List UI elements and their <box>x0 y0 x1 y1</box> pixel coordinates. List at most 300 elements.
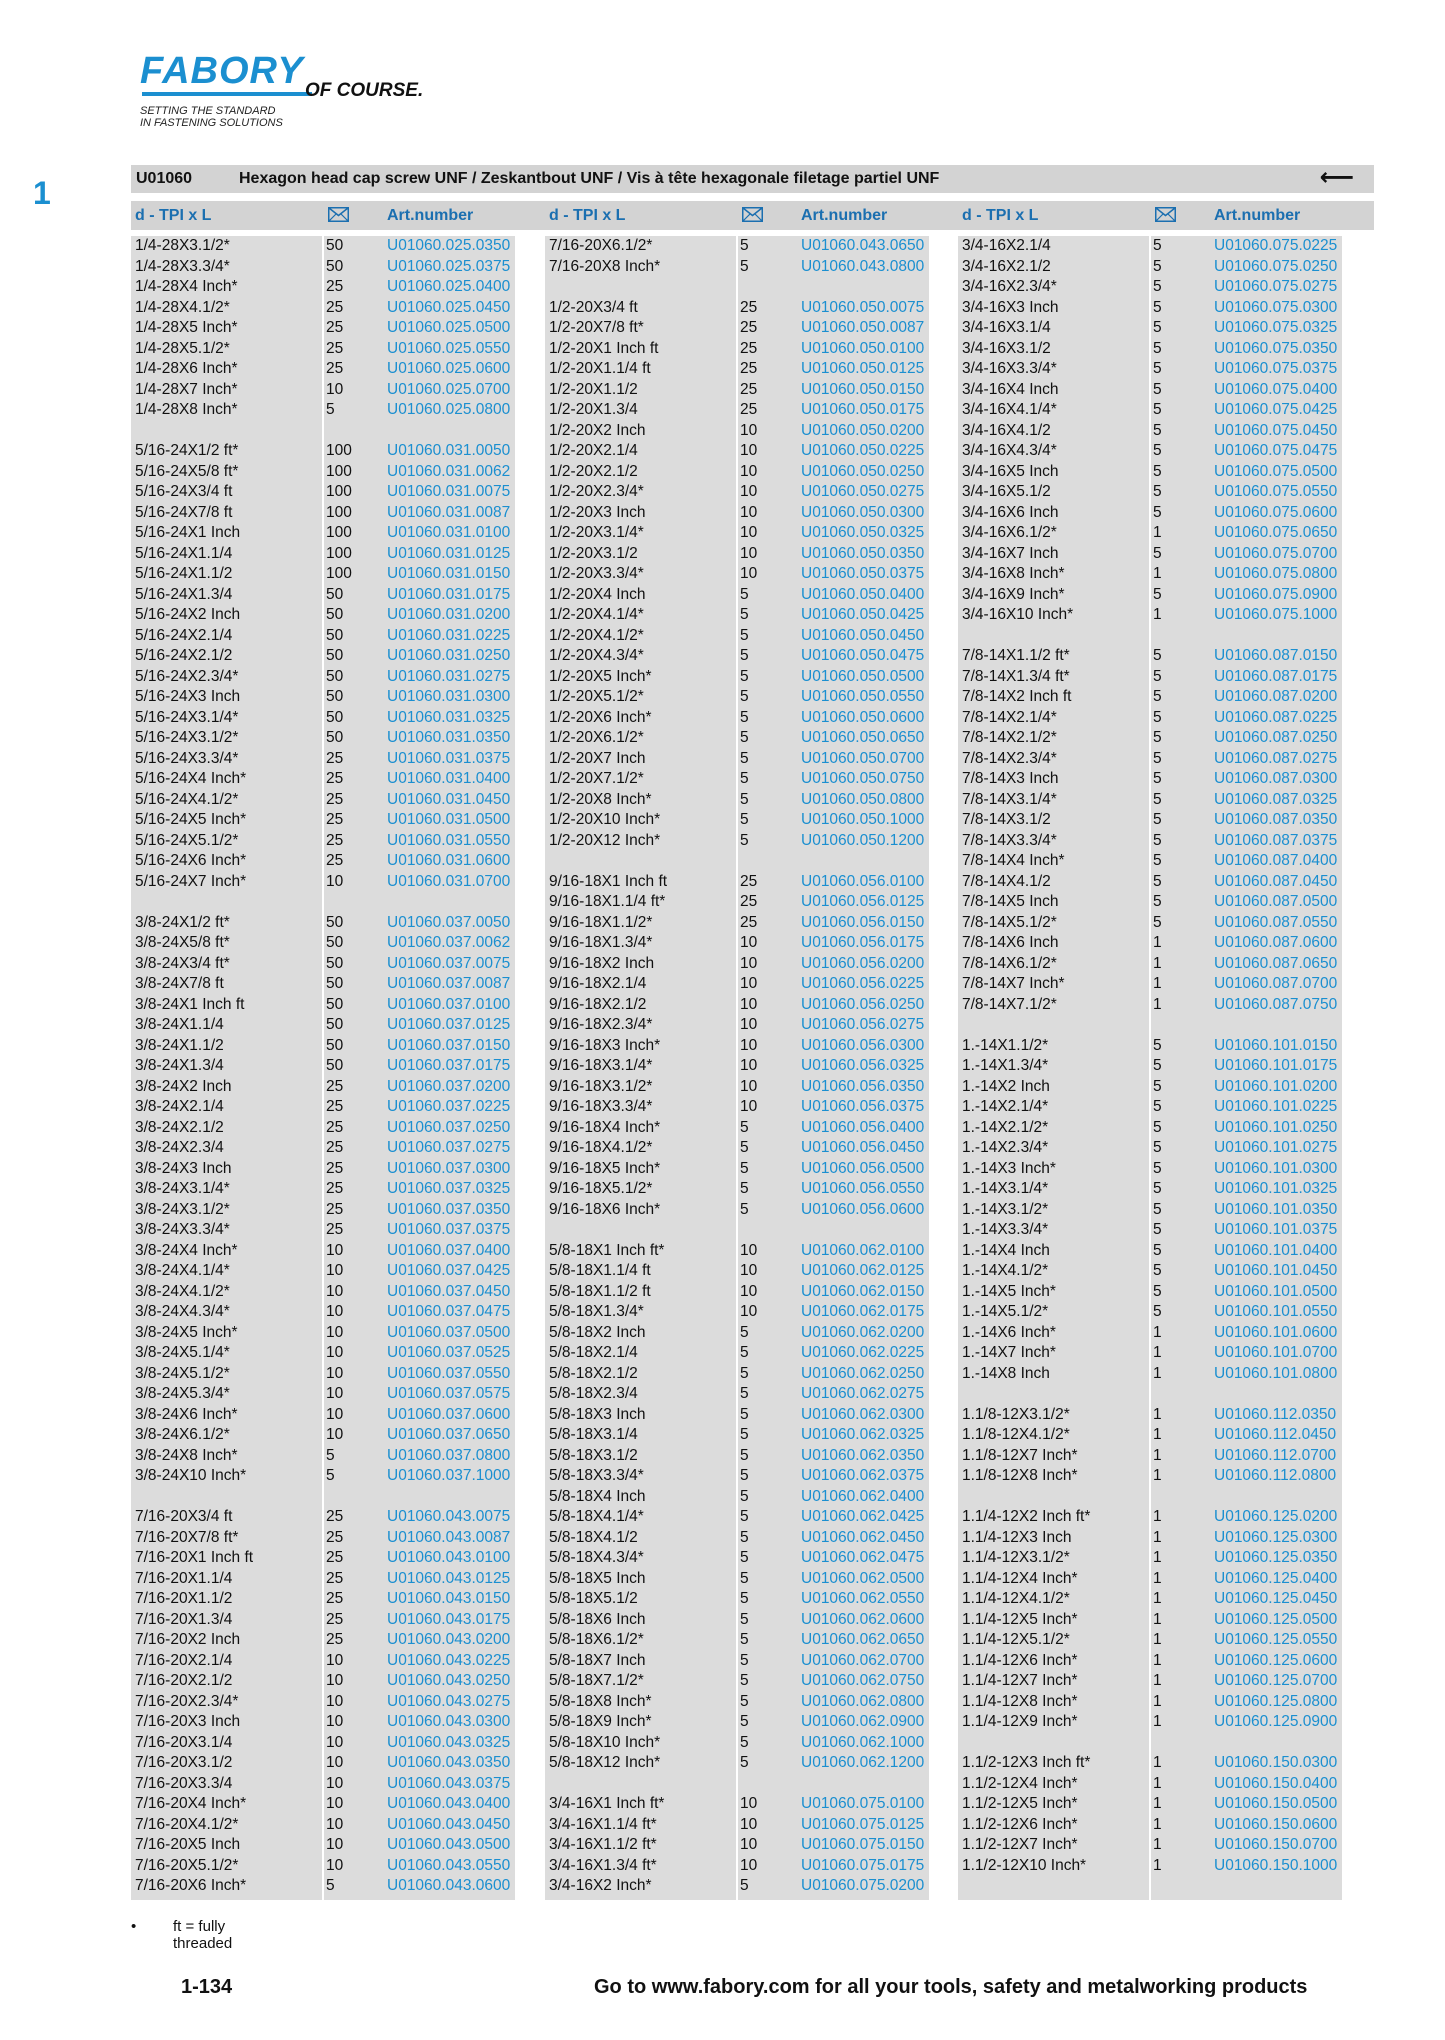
cell-art-number[interactable]: U01060.075.0700 <box>1214 544 1338 562</box>
cell-dimension: 1/2-20X1.3/4 <box>549 401 638 418</box>
cell-art-number[interactable]: U01060.062.0700 <box>801 1651 925 1669</box>
cell-art-number[interactable]: U01060.101.0500 <box>1214 1282 1338 1300</box>
cell-art-number[interactable]: U01060.037.0350 <box>387 1200 511 1218</box>
cell-art-number[interactable]: U01060.101.0175 <box>1214 1057 1338 1074</box>
cell-art-number[interactable]: U01060.087.0150 <box>1214 647 1338 664</box>
cell-art-number[interactable]: U01060.025.0500 <box>387 319 511 336</box>
cell-art-number[interactable]: U01060.062.0250 <box>801 1364 925 1382</box>
table-row <box>545 626 950 647</box>
cell-art-number[interactable]: U01060.101.0225 <box>1214 1098 1338 1115</box>
cell-art-number[interactable]: U01060.125.0500 <box>1214 1610 1338 1628</box>
cell-art-number[interactable]: U01060.043.0500 <box>387 1836 511 1853</box>
cell-art-number[interactable]: U01060.050.0150 <box>801 380 925 398</box>
cell-art-number[interactable]: U01060.037.0650 <box>387 1426 511 1443</box>
cell-quantity: 1 <box>1153 1467 1162 1484</box>
cell-art-number[interactable]: U01060.025.0600 <box>387 360 511 377</box>
cell-art-number[interactable]: U01060.031.0300 <box>387 688 511 705</box>
cell-art-number[interactable]: U01060.037.0500 <box>387 1323 511 1341</box>
cell-art-number[interactable]: U01060.043.0275 <box>387 1692 511 1710</box>
cell-art-number[interactable]: U01060.031.0225 <box>387 626 511 644</box>
cell-art-number[interactable]: U01060.062.0800 <box>801 1692 925 1710</box>
cell-art-number[interactable]: U01060.050.0650 <box>801 729 925 746</box>
cell-art-number[interactable]: U01060.075.0150 <box>801 1836 925 1853</box>
cell-art-number[interactable]: U01060.050.0750 <box>801 770 925 787</box>
cell-art-number[interactable]: U01060.150.0300 <box>1214 1754 1338 1771</box>
cell-art-number[interactable]: U01060.087.0300 <box>1214 770 1338 787</box>
cell-dimension: 1.1/2-12X6 Inch* <box>962 1815 1078 1833</box>
cell-art-number[interactable]: U01060.031.0550 <box>387 831 511 849</box>
cell-dimension: 1.-14X6 Inch* <box>962 1323 1056 1341</box>
cell-art-number[interactable]: U01060.062.0275 <box>801 1385 925 1402</box>
table-row <box>131 749 536 770</box>
cell-art-number[interactable]: U01060.125.0400 <box>1214 1569 1338 1587</box>
cell-art-number[interactable]: U01060.075.0100 <box>801 1795 925 1812</box>
cell-art-number[interactable]: U01060.050.0500 <box>801 667 925 685</box>
cell-art-number[interactable]: U01060.050.0250 <box>801 462 925 480</box>
cell-art-number[interactable]: U01060.087.0450 <box>1214 872 1338 890</box>
cell-art-number[interactable]: U01060.037.0550 <box>387 1364 511 1382</box>
cell-quantity: 5 <box>740 257 749 275</box>
cell-art-number[interactable]: U01060.031.0350 <box>387 729 511 746</box>
cell-dimension: 7/8-14X4 Inch* <box>962 852 1065 869</box>
cell-quantity: 10 <box>740 1815 758 1833</box>
cell-art-number[interactable]: U01060.075.0500 <box>1214 462 1338 480</box>
cell-art-number[interactable]: U01060.037.0450 <box>387 1282 511 1300</box>
cell-dimension: 1/4-28X3.3/4* <box>135 257 230 275</box>
cell-art-number[interactable]: U01060.056.0500 <box>801 1159 925 1177</box>
cell-art-number[interactable]: U01060.062.0450 <box>801 1528 925 1546</box>
cell-art-number[interactable]: U01060.056.0125 <box>801 893 925 910</box>
cell-art-number[interactable]: U01060.075.0475 <box>1214 442 1338 459</box>
cell-art-number[interactable]: U01060.062.0375 <box>801 1467 925 1484</box>
cell-art-number[interactable]: U01060.062.0900 <box>801 1713 925 1730</box>
cell-art-number[interactable]: U01060.031.0400 <box>387 770 511 787</box>
table-row <box>131 933 536 954</box>
cell-quantity: 25 <box>326 339 344 357</box>
cell-art-number[interactable]: U01060.025.0700 <box>387 380 511 398</box>
cell-art-number[interactable]: U01060.062.0100 <box>801 1241 925 1259</box>
cell-art-number[interactable]: U01060.075.0225 <box>1214 237 1338 254</box>
cell-art-number[interactable]: U01060.101.0600 <box>1214 1323 1338 1341</box>
cell-art-number[interactable]: U01060.050.1200 <box>801 831 925 849</box>
cell-art-number[interactable]: U01060.101.0800 <box>1214 1364 1338 1382</box>
cell-art-number[interactable]: U01060.075.0650 <box>1214 524 1338 541</box>
cell-art-number[interactable]: U01060.101.0450 <box>1214 1262 1338 1279</box>
cell-art-number[interactable]: U01060.043.0200 <box>387 1631 511 1648</box>
cell-art-number[interactable]: U01060.101.0150 <box>1214 1036 1338 1054</box>
cell-art-number[interactable]: U01060.025.0550 <box>387 339 511 357</box>
table-row <box>545 298 950 319</box>
cell-art-number[interactable]: U01060.037.0300 <box>387 1159 511 1177</box>
cell-art-number[interactable]: U01060.101.0350 <box>1214 1200 1338 1218</box>
cell-art-number[interactable]: U01060.062.0175 <box>801 1303 925 1320</box>
cell-art-number[interactable]: U01060.056.0350 <box>801 1077 925 1095</box>
cell-art-number[interactable]: U01060.087.0350 <box>1214 811 1338 828</box>
cell-art-number[interactable]: U01060.056.0225 <box>801 975 925 992</box>
cell-art-number[interactable]: U01060.056.0375 <box>801 1098 925 1115</box>
cell-art-number[interactable]: U01060.031.0150 <box>387 565 511 582</box>
cell-art-number[interactable]: U01060.125.0200 <box>1214 1508 1338 1525</box>
cell-dimension: 3/8-24X6.1/2* <box>135 1426 230 1443</box>
cell-art-number[interactable]: U01060.101.0700 <box>1214 1344 1338 1361</box>
cell-art-number[interactable]: U01060.043.0225 <box>387 1651 511 1669</box>
cell-art-number[interactable]: U01060.150.0700 <box>1214 1836 1338 1853</box>
cell-art-number[interactable]: U01060.050.0400 <box>801 585 925 603</box>
cell-art-number[interactable]: U01060.075.0300 <box>1214 298 1338 316</box>
cell-quantity: 5 <box>740 1405 749 1423</box>
cell-art-number[interactable]: U01060.087.0550 <box>1214 913 1338 931</box>
cell-art-number[interactable]: U01060.087.0700 <box>1214 975 1338 992</box>
cell-art-number[interactable]: U01060.112.0800 <box>1214 1467 1337 1484</box>
cell-art-number[interactable]: U01060.125.0300 <box>1214 1528 1338 1546</box>
table-row <box>545 1138 950 1159</box>
cell-art-number[interactable]: U01060.037.0050 <box>387 913 511 931</box>
cell-art-number[interactable]: U01060.043.0125 <box>387 1569 511 1587</box>
cell-dimension: 5/8-18X2.1/4 <box>549 1344 638 1361</box>
cell-art-number[interactable]: U01060.075.0425 <box>1214 401 1338 418</box>
cell-art-number[interactable]: U01060.062.0475 <box>801 1549 925 1566</box>
cell-art-number[interactable]: U01060.031.0600 <box>387 852 511 869</box>
cell-art-number[interactable]: U01060.037.0400 <box>387 1241 511 1259</box>
table-row <box>958 851 1363 872</box>
cell-art-number[interactable]: U01060.050.1000 <box>801 811 925 828</box>
cell-art-number[interactable]: U01060.075.1000 <box>1214 606 1338 623</box>
cell-art-number[interactable]: U01060.043.0075 <box>387 1508 511 1525</box>
cell-art-number[interactable]: U01060.062.0200 <box>801 1323 925 1341</box>
cell-art-number[interactable]: U01060.037.0575 <box>387 1385 511 1402</box>
cell-art-number[interactable]: U01060.050.0450 <box>801 626 925 644</box>
cell-art-number[interactable]: U01060.150.1000 <box>1214 1856 1338 1874</box>
cell-art-number[interactable]: U01060.043.0325 <box>387 1733 511 1751</box>
cell-quantity: 10 <box>326 1651 344 1669</box>
cell-art-number[interactable]: U01060.075.0250 <box>1214 257 1338 275</box>
cell-art-number[interactable]: U01060.075.0125 <box>801 1815 925 1833</box>
cell-art-number[interactable]: U01060.062.0600 <box>801 1610 925 1628</box>
cell-art-number[interactable]: U01060.056.0300 <box>801 1036 925 1054</box>
cell-art-number[interactable]: U01060.125.0900 <box>1214 1713 1338 1730</box>
cell-art-number[interactable]: U01060.075.0275 <box>1214 278 1338 295</box>
cell-art-number[interactable]: U01060.087.0600 <box>1214 934 1338 951</box>
cell-art-number[interactable]: U01060.056.0600 <box>801 1200 925 1218</box>
cell-dimension: 3/8-24X3/4 ft* <box>135 954 230 972</box>
cell-art-number[interactable]: U01060.075.0800 <box>1214 565 1338 582</box>
cell-art-number[interactable]: U01060.050.0100 <box>801 339 925 357</box>
table-row <box>958 646 1363 667</box>
cell-art-number[interactable]: U01060.031.0125 <box>387 544 511 562</box>
cell-art-number[interactable]: U01060.025.0350 <box>387 237 511 254</box>
cell-art-number[interactable]: U01060.101.0325 <box>1214 1180 1338 1197</box>
cell-art-number[interactable]: U01060.150.0400 <box>1214 1774 1338 1792</box>
cell-quantity: 10 <box>326 1733 344 1751</box>
cell-art-number[interactable]: U01060.101.0550 <box>1214 1303 1338 1320</box>
cell-art-number[interactable]: U01060.075.0375 <box>1214 360 1338 377</box>
cell-art-number[interactable]: U01060.075.0900 <box>1214 585 1338 603</box>
cell-art-number[interactable]: U01060.043.0600 <box>387 1877 511 1894</box>
cell-dimension: 5/8-18X3.1/2 <box>549 1446 638 1464</box>
cell-art-number[interactable]: U01060.037.0525 <box>387 1344 511 1361</box>
cell-art-number[interactable]: U01060.043.0150 <box>387 1590 511 1607</box>
table-row <box>545 1630 950 1651</box>
cell-art-number[interactable]: U01060.050.0425 <box>801 606 925 623</box>
cell-art-number[interactable]: U01060.050.0800 <box>801 790 925 808</box>
cell-art-number[interactable]: U01060.043.0350 <box>387 1754 511 1771</box>
cell-art-number[interactable]: U01060.087.0250 <box>1214 729 1338 746</box>
cell-dimension: 5/16-24X5 Inch* <box>135 811 247 828</box>
cell-art-number[interactable]: U01060.087.0400 <box>1214 852 1338 869</box>
cell-art-number[interactable]: U01060.025.0800 <box>387 401 511 418</box>
cell-art-number[interactable]: U01060.062.0325 <box>801 1426 925 1443</box>
cell-art-number[interactable]: U01060.050.0075 <box>801 298 925 316</box>
cell-art-number[interactable]: U01060.031.0075 <box>387 483 511 500</box>
cell-art-number[interactable]: U01060.025.0450 <box>387 298 511 316</box>
cell-art-number[interactable]: U01060.037.0062 <box>387 934 511 951</box>
cell-art-number[interactable]: U01060.043.0650 <box>801 237 925 254</box>
cell-art-number[interactable]: U01060.056.0150 <box>801 913 925 931</box>
cell-art-number[interactable]: U01060.050.0375 <box>801 565 925 582</box>
table-row <box>545 1610 950 1631</box>
cell-art-number[interactable]: U01060.043.0450 <box>387 1815 511 1833</box>
cell-art-number[interactable]: U01060.125.0700 <box>1214 1672 1338 1689</box>
cell-quantity: 5 <box>1153 401 1162 418</box>
cell-art-number[interactable]: U01060.031.0375 <box>387 749 511 767</box>
cell-art-number[interactable]: U01060.125.0800 <box>1214 1692 1338 1710</box>
cell-quantity: 25 <box>326 1590 344 1607</box>
cell-dimension: 7/16-20X8 Inch* <box>549 257 661 275</box>
cell-art-number[interactable]: U01060.087.0225 <box>1214 708 1338 726</box>
cell-art-number[interactable]: U01060.062.0400 <box>801 1487 925 1505</box>
cell-art-number[interactable]: U01060.050.0550 <box>801 688 925 705</box>
cell-art-number[interactable]: U01060.050.0125 <box>801 360 925 377</box>
cell-art-number[interactable]: U01060.062.1200 <box>801 1754 925 1771</box>
cell-art-number[interactable]: U01060.075.0175 <box>801 1856 925 1874</box>
cell-art-number[interactable]: U01060.062.0350 <box>801 1446 925 1464</box>
cell-art-number[interactable]: U01060.062.0550 <box>801 1590 925 1607</box>
table-row <box>958 236 1363 257</box>
cell-art-number[interactable]: U01060.056.0100 <box>801 872 925 890</box>
cell-art-number[interactable]: U01060.087.0175 <box>1214 667 1338 685</box>
cell-dimension: 9/16-18X1 Inch ft <box>549 872 668 890</box>
cell-art-number[interactable]: U01060.087.0200 <box>1214 688 1338 705</box>
cell-art-number[interactable]: U01060.087.0275 <box>1214 749 1338 767</box>
cell-art-number[interactable]: U01060.037.0600 <box>387 1405 511 1423</box>
cell-art-number[interactable]: U01060.087.0375 <box>1214 831 1338 849</box>
cell-quantity: 5 <box>740 708 749 726</box>
cell-art-number[interactable]: U01060.112.0350 <box>1214 1405 1337 1423</box>
cell-dimension: 1.1/4-12X4 Inch* <box>962 1569 1078 1587</box>
cell-art-number[interactable]: U01060.050.0225 <box>801 442 925 459</box>
cell-art-number[interactable]: U01060.043.0800 <box>801 257 925 275</box>
cell-quantity: 10 <box>740 975 758 992</box>
cell-art-number[interactable]: U01060.062.0150 <box>801 1282 925 1300</box>
cell-art-number[interactable]: U01060.037.1000 <box>387 1467 511 1484</box>
cell-quantity: 10 <box>326 1856 344 1874</box>
cell-art-number[interactable]: U01060.087.0650 <box>1214 954 1338 972</box>
cell-art-number[interactable]: U01060.075.0400 <box>1214 380 1338 398</box>
cell-art-number[interactable]: U01060.062.0425 <box>801 1508 925 1525</box>
cell-art-number[interactable]: U01060.050.0475 <box>801 647 925 664</box>
table-row <box>958 1446 1363 1467</box>
cell-art-number[interactable]: U01060.037.0800 <box>387 1446 511 1464</box>
cell-art-number[interactable]: U01060.125.0600 <box>1214 1651 1338 1669</box>
cell-art-number[interactable]: U01060.050.0175 <box>801 401 925 418</box>
back-arrow-icon[interactable]: ⟵ <box>1319 164 1354 191</box>
table-row <box>958 1036 1363 1057</box>
table-row <box>958 995 1363 1016</box>
header-dimension: d - TPI x L <box>549 207 626 224</box>
cell-art-number[interactable]: U01060.075.0200 <box>801 1877 925 1894</box>
cell-art-number[interactable]: U01060.050.0087 <box>801 319 925 336</box>
cell-art-number[interactable]: U01060.037.0325 <box>387 1180 511 1197</box>
cell-art-number[interactable]: U01060.037.0125 <box>387 1016 511 1033</box>
cell-art-number[interactable]: U01060.101.0250 <box>1214 1118 1338 1136</box>
cell-art-number[interactable]: U01060.031.0700 <box>387 872 511 890</box>
table-row <box>131 1548 536 1569</box>
cell-dimension: 3/8-24X5 Inch* <box>135 1323 238 1341</box>
cell-art-number[interactable]: U01060.101.0275 <box>1214 1139 1338 1156</box>
cell-art-number[interactable]: U01060.150.0500 <box>1214 1795 1338 1812</box>
cell-art-number[interactable]: U01060.037.0100 <box>387 995 511 1013</box>
cell-art-number[interactable]: U01060.056.0175 <box>801 934 925 951</box>
cell-art-number[interactable]: U01060.075.0550 <box>1214 483 1338 500</box>
cell-art-number[interactable]: U01060.056.0400 <box>801 1118 925 1136</box>
cell-art-number[interactable]: U01060.031.0050 <box>387 442 511 459</box>
cell-dimension: 1/2-20X1.1/2 <box>549 380 638 398</box>
cell-quantity: 5 <box>740 688 749 705</box>
cell-art-number[interactable]: U01060.031.0100 <box>387 524 511 541</box>
cell-art-number[interactable]: U01060.037.0250 <box>387 1118 511 1136</box>
cell-art-number[interactable]: U01060.037.0087 <box>387 975 511 992</box>
cell-art-number[interactable]: U01060.050.0275 <box>801 483 925 500</box>
cell-art-number[interactable]: U01060.101.0400 <box>1214 1241 1338 1259</box>
cell-art-number[interactable]: U01060.050.0325 <box>801 524 925 541</box>
cell-art-number[interactable]: U01060.112.0450 <box>1214 1426 1337 1443</box>
cell-quantity: 5 <box>1153 647 1162 664</box>
cell-art-number[interactable]: U01060.101.0300 <box>1214 1159 1338 1177</box>
cell-art-number[interactable]: U01060.043.0087 <box>387 1528 511 1546</box>
cell-art-number[interactable]: U01060.031.0450 <box>387 790 511 808</box>
cell-art-number[interactable]: U01060.043.0375 <box>387 1774 511 1792</box>
cell-art-number[interactable]: U01060.037.0425 <box>387 1262 511 1279</box>
cell-art-number[interactable]: U01060.056.0550 <box>801 1180 925 1197</box>
cell-art-number[interactable]: U01060.101.0200 <box>1214 1077 1338 1095</box>
cell-art-number[interactable]: U01060.112.0700 <box>1214 1446 1337 1464</box>
cell-art-number[interactable]: U01060.125.0350 <box>1214 1549 1338 1566</box>
cell-art-number[interactable]: U01060.101.0375 <box>1214 1221 1338 1238</box>
cell-art-number[interactable]: U01060.056.0250 <box>801 995 925 1013</box>
cell-art-number[interactable]: U01060.062.0750 <box>801 1672 925 1689</box>
cell-art-number[interactable]: U01060.050.0200 <box>801 421 925 439</box>
cell-art-number[interactable]: U01060.062.0300 <box>801 1405 925 1423</box>
cell-art-number[interactable]: U01060.062.0125 <box>801 1262 925 1279</box>
cell-art-number[interactable]: U01060.056.0450 <box>801 1139 925 1156</box>
cell-art-number[interactable]: U01060.031.0325 <box>387 708 511 726</box>
table-row <box>545 1425 950 1446</box>
cell-quantity: 5 <box>740 1549 749 1566</box>
cell-art-number[interactable]: U01060.037.0225 <box>387 1098 511 1115</box>
cell-art-number[interactable]: U01060.087.0500 <box>1214 893 1338 910</box>
table-row <box>958 585 1363 606</box>
cell-dimension: 5/16-24X2.3/4* <box>135 667 239 685</box>
cell-art-number[interactable]: U01060.150.0600 <box>1214 1815 1338 1833</box>
cell-quantity: 10 <box>326 1426 344 1443</box>
cell-quantity: 10 <box>740 1241 758 1259</box>
cell-art-number[interactable]: U01060.031.0500 <box>387 811 511 828</box>
table-row <box>545 359 950 380</box>
cell-art-number[interactable]: U01060.056.0200 <box>801 954 925 972</box>
cell-art-number[interactable]: U01060.037.0075 <box>387 954 511 972</box>
cell-art-number[interactable]: U01060.062.0225 <box>801 1344 925 1361</box>
cell-art-number[interactable]: U01060.087.0325 <box>1214 790 1338 808</box>
cell-dimension: 1/4-28X6 Inch* <box>135 360 238 377</box>
cell-art-number[interactable]: U01060.050.0350 <box>801 544 925 562</box>
table-row <box>958 1651 1363 1672</box>
cell-art-number[interactable]: U01060.037.0375 <box>387 1221 511 1238</box>
cell-art-number[interactable]: U01060.075.0325 <box>1214 319 1338 336</box>
cell-art-number[interactable]: U01060.031.0175 <box>387 585 511 603</box>
cell-quantity: 10 <box>326 1405 344 1423</box>
cell-quantity: 10 <box>740 1077 758 1095</box>
cell-art-number[interactable]: U01060.037.0200 <box>387 1077 511 1095</box>
cell-art-number[interactable]: U01060.043.0175 <box>387 1610 511 1628</box>
cell-art-number[interactable]: U01060.050.0700 <box>801 749 925 767</box>
cell-quantity: 5 <box>1153 770 1162 787</box>
cell-art-number[interactable]: U01060.062.0650 <box>801 1631 925 1648</box>
cell-art-number[interactable]: U01060.125.0450 <box>1214 1590 1338 1607</box>
cell-art-number[interactable]: U01060.056.0275 <box>801 1016 925 1033</box>
cell-art-number[interactable]: U01060.062.0500 <box>801 1569 925 1587</box>
cell-dimension: 5/8-18X5.1/2 <box>549 1590 638 1607</box>
cell-dimension: 9/16-18X3.1/4* <box>549 1057 653 1074</box>
cell-art-number[interactable]: U01060.031.0275 <box>387 667 511 685</box>
cell-art-number[interactable]: U01060.037.0175 <box>387 1057 511 1074</box>
table-row <box>958 1179 1363 1200</box>
cell-art-number[interactable]: U01060.075.0450 <box>1214 421 1338 439</box>
cell-quantity: 5 <box>740 1754 749 1771</box>
cell-art-number[interactable]: U01060.043.0400 <box>387 1795 511 1812</box>
cell-quantity: 1 <box>1153 1815 1162 1833</box>
cell-art-number[interactable]: U01060.075.0600 <box>1214 503 1338 521</box>
cell-art-number[interactable]: U01060.025.0375 <box>387 257 511 275</box>
cell-art-number[interactable]: U01060.125.0550 <box>1214 1631 1338 1648</box>
cell-art-number[interactable]: U01060.037.0150 <box>387 1036 511 1054</box>
cell-art-number[interactable]: U01060.025.0400 <box>387 278 511 295</box>
table-row <box>545 667 950 688</box>
cell-art-number[interactable]: U01060.043.0300 <box>387 1713 511 1730</box>
cell-art-number[interactable]: U01060.037.0475 <box>387 1303 511 1320</box>
cell-art-number[interactable]: U01060.031.0062 <box>387 462 511 480</box>
cell-art-number[interactable]: U01060.062.1000 <box>801 1733 925 1751</box>
cell-dimension: 5/8-18X3 Inch <box>549 1405 646 1423</box>
cell-art-number[interactable]: U01060.031.0087 <box>387 503 511 521</box>
cell-art-number[interactable]: U01060.050.0600 <box>801 708 925 726</box>
cell-art-number[interactable]: U01060.037.0275 <box>387 1139 511 1156</box>
cell-art-number[interactable]: U01060.043.0250 <box>387 1672 511 1689</box>
cell-art-number[interactable]: U01060.043.0100 <box>387 1549 511 1566</box>
cell-dimension: 3/4-16X4.3/4* <box>962 442 1057 459</box>
cell-quantity: 50 <box>326 913 344 931</box>
cell-art-number[interactable]: U01060.087.0750 <box>1214 995 1338 1013</box>
cell-art-number[interactable]: U01060.043.0550 <box>387 1856 511 1874</box>
table-row <box>131 1589 536 1610</box>
table-row <box>958 1056 1363 1077</box>
cell-art-number[interactable]: U01060.075.0350 <box>1214 339 1338 357</box>
table-row <box>545 995 950 1016</box>
cell-art-number[interactable]: U01060.056.0325 <box>801 1057 925 1074</box>
cell-art-number[interactable]: U01060.031.0250 <box>387 647 511 664</box>
table-row <box>545 1548 950 1569</box>
cell-art-number[interactable]: U01060.050.0300 <box>801 503 925 521</box>
cell-art-number[interactable]: U01060.031.0200 <box>387 606 511 623</box>
